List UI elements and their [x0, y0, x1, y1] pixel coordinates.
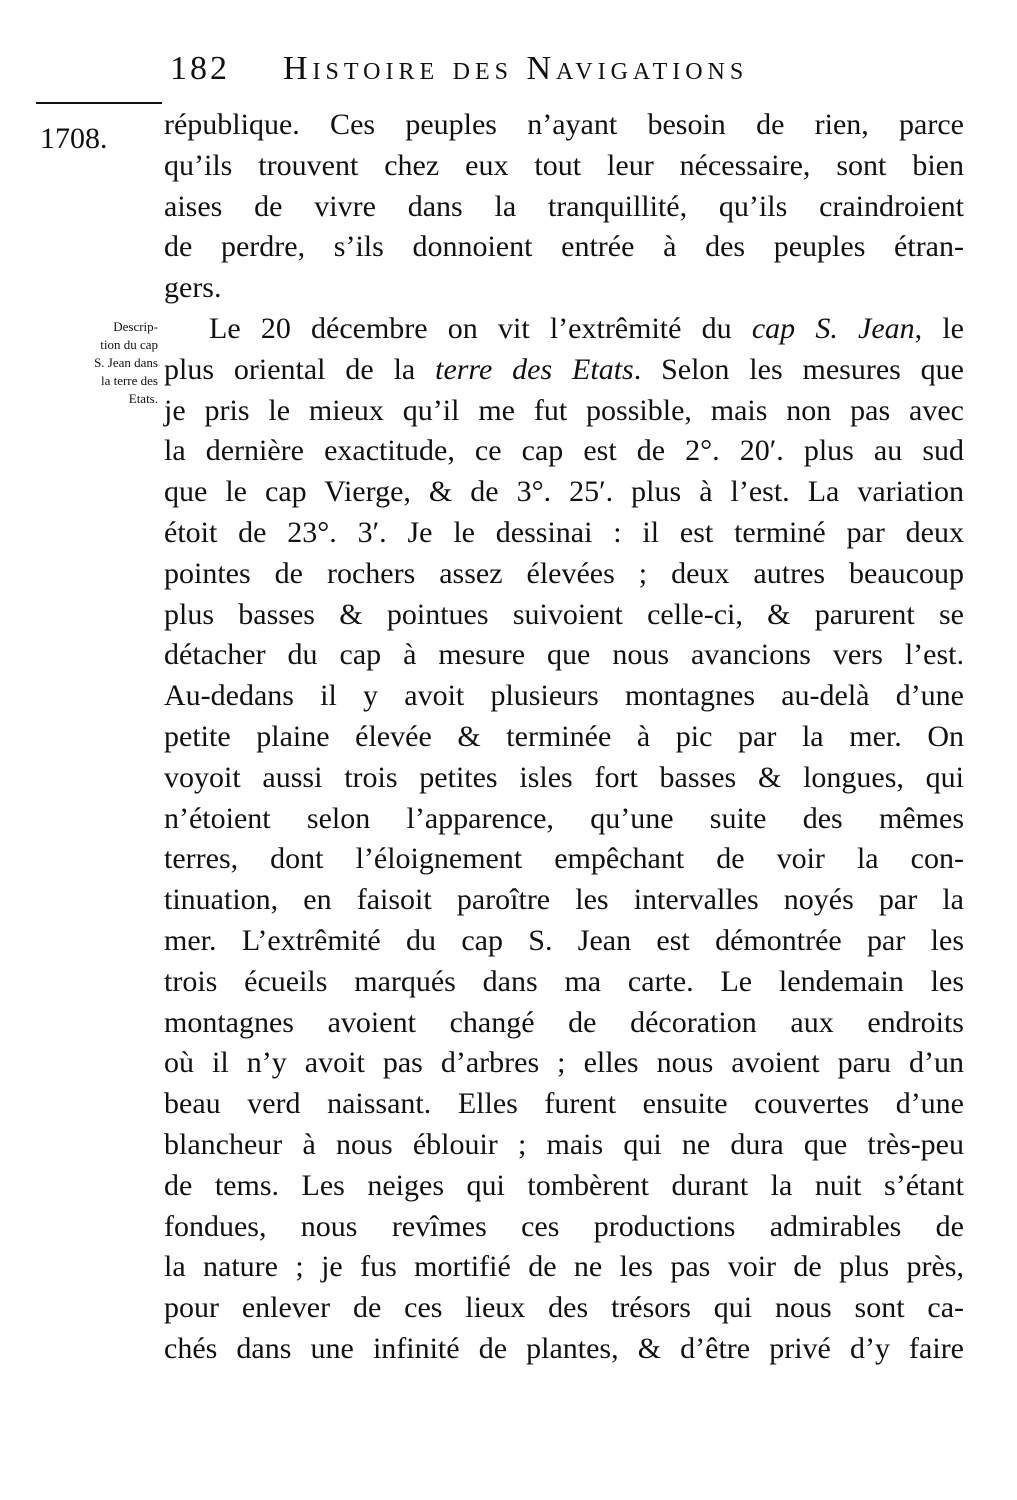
- text-line: n’étoient selon l’apparence, qu’une suite des mêmes: [164, 801, 964, 835]
- margin-note-line: Etats.: [128, 391, 158, 406]
- text-fragment: plus oriental de la: [164, 352, 436, 386]
- text-line: terres, dont l’éloignement empêchant de voir la con-: [164, 842, 964, 876]
- text-fragment: , le: [914, 311, 964, 345]
- text-line: qu’ils trouvent chez eux tout leur nécessaire, sont bien: [164, 148, 964, 182]
- text-line: Au-dedans il y avoit plusieurs montagnes au-delà d’une: [164, 679, 964, 713]
- page-header: [170, 48, 905, 98]
- text-line: mer. L’extrêmité du cap S. Jean est démontrée par les: [164, 923, 964, 957]
- margin-year: 1708.: [40, 122, 108, 155]
- text-line: plus basses & pointues suivoient celle-ci, & parurent se: [164, 597, 964, 631]
- text-line: fondues, nous revîmes ces productions admirables de: [164, 1209, 964, 1243]
- place-name: cap S. Jean: [751, 311, 915, 345]
- running-title: Histoire des Navigations: [283, 50, 749, 87]
- place-name: terre des Etats: [435, 352, 634, 386]
- text-line: petite plaine élevée & terminée à pic par la mer. On: [164, 719, 964, 753]
- text-line: de tems. Les neiges qui tombèrent durant la nuit s’étant: [164, 1168, 964, 1202]
- text-line: pour enlever de ces lieux des trésors qui nous sont ca-: [164, 1291, 964, 1325]
- text-line: trois écueils marqués dans ma carte. Le lendemain les: [164, 964, 964, 998]
- text-line: voyoit aussi trois petites isles fort basses & longues, qui: [164, 760, 964, 794]
- text-line: où il n’y avoit pas d’arbres ; elles nous avoient paru d’un: [164, 1046, 964, 1080]
- text-line: je pris le mieux qu’il me fut possible, mais non pas avec: [164, 393, 964, 427]
- text-line: détacher du cap à mesure que nous avancions vers l’est.: [164, 638, 964, 672]
- page-number: 182: [170, 50, 230, 87]
- text-line: la nature ; je fus mortifié de ne les pas voir de plus près,: [164, 1250, 964, 1284]
- text-line: la dernière exactitude, ce cap est de 2°. 20′. plus au sud: [164, 434, 964, 468]
- body-text: [164, 105, 964, 1370]
- text-fragment: . Selon les mesures que: [633, 352, 964, 386]
- margin-note-line: S. Jean dans: [94, 355, 158, 370]
- margin-note-line: Descrip-: [113, 319, 158, 334]
- text-line: chés dans une infinité de plantes, & d’être privé d’y faire: [164, 1331, 964, 1365]
- margin-note-line: tion du cap: [100, 337, 158, 352]
- text-line: république. Ces peuples n’ayant besoin de rien, parce: [164, 108, 964, 141]
- text-line: de perdre, s’ils donnoient entrée à des peuples étran-: [164, 230, 964, 264]
- margin-note: [38, 318, 158, 408]
- text-fragment: Le 20 décembre on vit l’extrêmité du: [209, 311, 752, 345]
- text-line: aises de vivre dans la tranquillité, qu’ils craindroient: [164, 189, 964, 223]
- text-line: blancheur à nous éblouir ; mais qui ne dura que très-peu: [164, 1127, 964, 1161]
- text-line: gers.: [164, 271, 222, 305]
- text-line: tinuation, en faisoit paroître les intervalles noyés par la: [164, 883, 964, 917]
- text-line: [164, 309, 964, 350]
- text-line: [164, 350, 964, 391]
- margin-rule: [36, 102, 162, 104]
- text-line: beau verd naissant. Elles furent ensuite couvertes d’une: [164, 1087, 964, 1121]
- margin-note-line: la terre des: [100, 373, 158, 388]
- text-line: montagnes avoient changé de décoration aux endroits: [164, 1005, 964, 1039]
- text-line: pointes de rochers assez élevées ; deux autres beaucoup: [164, 556, 964, 590]
- text-line: étoit de 23°. 3′. Je le dessinai : il est terminé par deux: [164, 515, 964, 549]
- text-line: que le cap Vierge, & de 3°. 25′. plus à l’est. La variation: [164, 475, 964, 509]
